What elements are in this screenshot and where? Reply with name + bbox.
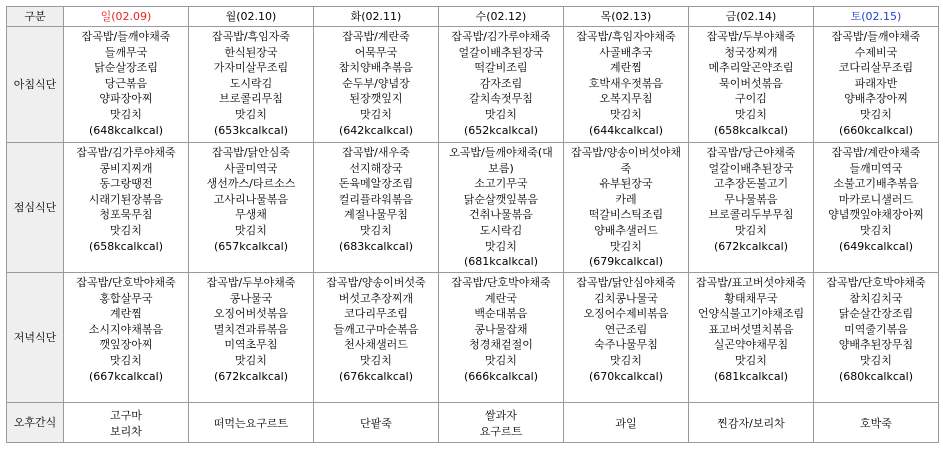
menu-item: 된장깻잎지 (349, 92, 403, 106)
menu-cell-breakfast-thu (564, 27, 689, 143)
menu-cell-snack-mon (189, 403, 314, 443)
menu-item: 맛김치 (735, 107, 767, 121)
calorie-label: (642kcalkcal) (338, 123, 413, 137)
menu-item: 소불고기배추볶음 (833, 177, 919, 191)
day-header-sat: 토(02.15) (814, 7, 939, 27)
menu-item: 오복지무침 (599, 92, 653, 106)
calorie-label: (660kcalkcal) (838, 123, 913, 137)
menu-item: 잡곡밥/닭안심죽 (211, 146, 291, 159)
menu-cell-dinner-thu (564, 273, 689, 403)
menu-item: 양배추장아찌 (844, 92, 908, 106)
menu-item: 계절나물무침 (344, 208, 408, 222)
menu-item: 고추장돈불고기 (713, 177, 789, 191)
meal-row-snack (7, 403, 939, 443)
menu-cell-dinner-sat (814, 273, 939, 403)
menu-item: 청포묵무침 (99, 208, 153, 222)
menu-item: 찐감자/보리차 (717, 416, 785, 430)
menu-item: 참치김치국 (849, 291, 903, 305)
menu-item: 맛김치 (735, 223, 767, 237)
menu-item: 천사채샐러드 (344, 338, 408, 352)
menu-item: 숙주나물무침 (594, 338, 658, 352)
menu-item: 맛김치 (610, 107, 642, 121)
menu-cell-breakfast-fri (689, 27, 814, 143)
menu-item: 멸치견과류볶음 (213, 322, 289, 336)
menu-cell-lunch-fri (689, 143, 814, 273)
header-row (7, 7, 939, 27)
calorie-label: (683kcalkcal) (338, 239, 413, 253)
menu-item: 김치콩나물국 (594, 291, 658, 305)
menu-cell-lunch-wed (439, 143, 564, 273)
menu-item: 계란찜 (110, 307, 142, 321)
menu-item: 구이김 (735, 92, 767, 106)
menu-item: 유부된장국 (599, 177, 653, 191)
meal-row-lunch (7, 143, 939, 273)
menu-item: 맛김치 (735, 353, 767, 367)
menu-item: 잡곡밥/들깨야채죽 (831, 30, 921, 43)
menu-item: 청경채겉절이 (469, 338, 533, 352)
menu-item: 건취나물볶음 (469, 208, 533, 222)
calorie-label: (667kcalkcal) (88, 369, 163, 383)
menu-item: 마카로니샐러드 (838, 192, 914, 206)
calorie-label: (676kcalkcal) (338, 369, 413, 383)
menu-item: 맛김치 (860, 353, 892, 367)
menu-item: 계란국 (485, 291, 517, 305)
menu-item: 갈치속젓무침 (469, 92, 533, 106)
menu-item: 맛김치 (110, 107, 142, 121)
menu-item: 잡곡밥/김가루야채죽 (76, 146, 176, 159)
calorie-label: (679kcalkcal) (588, 255, 663, 269)
menu-item: 닭순살깻잎볶음 (463, 192, 539, 206)
menu-item: 양배추샐러드 (594, 223, 658, 237)
menu-item: 파래자반 (854, 76, 898, 90)
menu-cell-dinner-tue (314, 273, 439, 403)
menu-cell-dinner-sun (64, 273, 189, 403)
menu-item: 양념깻잎야채장아찌 (828, 208, 924, 222)
menu-item: 소고기무국 (474, 177, 528, 191)
menu-item: 무생채 (235, 208, 267, 222)
menu-item: 청국장찌개 (724, 45, 778, 59)
calorie-label: (649kcalkcal) (838, 239, 913, 253)
day-header-mon: 월(02.10) (189, 7, 314, 27)
menu-item: 콩나물잡채 (474, 322, 528, 336)
calorie-label: (672kcalkcal) (713, 239, 788, 253)
menu-item: 떡갈비스틱조림 (588, 208, 664, 222)
calorie-label: (672kcalkcal) (213, 369, 288, 383)
weekly-menu-table (6, 6, 939, 443)
menu-item: 잡곡밥/흑임자죽 (211, 30, 291, 43)
menu-item: 양배추된장무침 (838, 338, 914, 352)
menu-item: 오징어버섯볶음 (213, 307, 289, 321)
day-header-sun: 일(02.09) (64, 7, 189, 27)
menu-item: 얼갈이배추된장국 (708, 161, 794, 175)
day-header-thu: 목(02.13) (564, 7, 689, 27)
menu-item: 코다리살무조림 (838, 61, 914, 75)
calorie-label: (644kcalkcal) (588, 123, 663, 137)
menu-item: 고구마 (110, 408, 142, 422)
calorie-label: (653kcalkcal) (213, 123, 288, 137)
menu-item: 떠먹는요구르트 (213, 416, 289, 430)
menu-cell-breakfast-mon (189, 27, 314, 143)
menu-item: 들깨고구마순볶음 (333, 322, 419, 336)
menu-item: 잡곡밥/단호박야채죽 (826, 276, 926, 289)
menu-item: 미역줄기볶음 (844, 322, 908, 336)
row-header-dinner: 저녁식단 (7, 273, 64, 403)
menu-item: 호박새우젓볶음 (588, 76, 664, 90)
menu-item: 잡곡밥/당근야채죽 (706, 146, 796, 159)
menu-item: 생선까스/타르소스 (206, 177, 296, 191)
meal-row-breakfast (7, 27, 939, 143)
menu-item: 요구르트 (479, 424, 523, 438)
menu-item: 얼갈이배추된장국 (458, 45, 544, 59)
menu-item: 맛김치 (610, 353, 642, 367)
menu-item: 묵이버섯볶음 (719, 76, 783, 90)
menu-item: 어묵무국 (354, 45, 398, 59)
menu-cell-breakfast-wed (439, 27, 564, 143)
menu-body (7, 27, 939, 443)
menu-item: 잡곡밥/양송이버섯야채죽 (571, 146, 681, 175)
menu-item: 쌀과자 (485, 408, 517, 422)
menu-cell-snack-sat (814, 403, 939, 443)
menu-item: 단팥죽 (360, 416, 392, 430)
menu-cell-snack-wed (439, 403, 564, 443)
menu-cell-lunch-mon (189, 143, 314, 273)
menu-item: 잡곡밥/단호박야채죽 (76, 276, 176, 289)
menu-item: 코다리무조림 (344, 307, 408, 321)
menu-cell-lunch-sun (64, 143, 189, 273)
calorie-label: (658kcalkcal) (88, 239, 163, 253)
menu-cell-snack-sun (64, 403, 189, 443)
menu-item: 당근볶음 (104, 76, 148, 90)
menu-item: 백순대볶음 (474, 307, 528, 321)
menu-item: 브로콜리무침 (219, 92, 283, 106)
menu-item: 돈육메알장조림 (338, 177, 414, 191)
menu-item: 오곡밥/들깨야채죽(대보름) (449, 146, 553, 175)
menu-item: 사골배추국 (599, 45, 653, 59)
menu-cell-breakfast-sun (64, 27, 189, 143)
menu-cell-breakfast-tue (314, 27, 439, 143)
menu-item: 소시지야채볶음 (88, 322, 164, 336)
menu-item: 도시락김 (229, 76, 273, 90)
menu-item: 맛김치 (235, 353, 267, 367)
calorie-label: (680kcalkcal) (838, 369, 913, 383)
menu-item: 감자조림 (479, 76, 523, 90)
meal-row-dinner (7, 273, 939, 403)
menu-item: 맛김치 (485, 107, 517, 121)
menu-item: 수제비국 (854, 45, 898, 59)
menu-item: 잡곡밥/단호박야채죽 (451, 276, 551, 289)
menu-item: 잡곡밥/김가루야채죽 (451, 30, 551, 43)
calorie-label: (670kcalkcal) (588, 369, 663, 383)
menu-cell-dinner-wed (439, 273, 564, 403)
menu-item: 깻잎장아찌 (99, 338, 153, 352)
menu-item: 고사리나물볶음 (213, 192, 289, 206)
menu-cell-breakfast-sat (814, 27, 939, 143)
menu-item: 닭순살간장조림 (838, 307, 914, 321)
calorie-label: (681kcalkcal) (713, 369, 788, 383)
menu-cell-lunch-thu (564, 143, 689, 273)
menu-item: 사골미역국 (224, 161, 278, 175)
menu-cell-lunch-sat (814, 143, 939, 273)
menu-item: 표고버섯멸치볶음 (708, 322, 794, 336)
menu-item: 컬리플라워볶음 (338, 192, 414, 206)
day-header-fri: 금(02.14) (689, 7, 814, 27)
menu-item: 가자미살무조림 (213, 61, 289, 75)
menu-item: 무나물볶음 (724, 192, 778, 206)
menu-item: 닭순살장조림 (94, 61, 158, 75)
calorie-label: (648kcalkcal) (88, 123, 163, 137)
calorie-label: (666kcalkcal) (463, 369, 538, 383)
menu-item: 잡곡밥/들깨야채죽 (81, 30, 171, 43)
menu-item: 양파장아찌 (99, 92, 153, 106)
menu-item: 도시락김 (479, 223, 523, 237)
menu-item: 잡곡밥/양송이버섯죽 (326, 276, 426, 289)
menu-item: 들깨무국 (104, 45, 148, 59)
menu-item: 보리차 (110, 424, 142, 438)
menu-item: 떡갈비조림 (474, 61, 528, 75)
menu-item: 선지해장국 (349, 161, 403, 175)
menu-item: 동그랑땡전 (99, 177, 153, 191)
menu-item: 잡곡밥/계란야채죽 (831, 146, 921, 159)
menu-item: 브로콜리두부무침 (708, 208, 794, 222)
menu-item: 버섯고추장찌개 (338, 291, 414, 305)
menu-item: 들깨미역국 (849, 161, 903, 175)
menu-item: 호박죽 (860, 416, 892, 430)
menu-item: 과일 (615, 416, 637, 430)
menu-item: 잡곡밥/흑임자야채죽 (576, 30, 676, 43)
menu-item: 시래기된장볶음 (88, 192, 164, 206)
menu-item: 홍합살무국 (99, 291, 153, 305)
menu-item: 언양식불고기야채조림 (697, 307, 805, 321)
menu-item: 잡곡밥/계란죽 (342, 30, 410, 43)
menu-item: 잡곡밥/표고버섯야채죽 (696, 276, 806, 289)
day-header-wed: 수(02.12) (439, 7, 564, 27)
row-header-lunch: 점심식단 (7, 143, 64, 273)
menu-item: 맛김치 (860, 107, 892, 121)
menu-cell-dinner-fri (689, 273, 814, 403)
menu-cell-lunch-tue (314, 143, 439, 273)
menu-item: 참치양배추볶음 (338, 61, 414, 75)
menu-item: 황태채무국 (724, 291, 778, 305)
row-header-breakfast: 아침식단 (7, 27, 64, 143)
menu-item: 연근조림 (604, 322, 648, 336)
day-header-tue: 화(02.11) (314, 7, 439, 27)
menu-item: 카레 (615, 192, 637, 206)
calorie-label: (657kcalkcal) (213, 239, 288, 253)
calorie-label: (681kcalkcal) (463, 255, 538, 269)
row-header-snack: 오후간식 (7, 403, 64, 443)
menu-cell-dinner-mon (189, 273, 314, 403)
menu-item: 맛김치 (485, 353, 517, 367)
menu-item: 맛김치 (235, 107, 267, 121)
calorie-label: (652kcalkcal) (463, 123, 538, 137)
menu-item: 맛김치 (485, 239, 517, 253)
menu-item: 오징어수제비볶음 (583, 307, 669, 321)
menu-item: 잡곡밥/닭안심야채죽 (576, 276, 676, 289)
menu-item: 잡곡밥/두부야채죽 (206, 276, 296, 289)
menu-item: 한식된장국 (224, 45, 278, 59)
menu-item: 잡곡밥/두부야채죽 (706, 30, 796, 43)
menu-item: 맛김치 (610, 239, 642, 253)
menu-item: 맛김치 (110, 353, 142, 367)
calorie-label: (658kcalkcal) (713, 123, 788, 137)
corner-header: 구분 (7, 7, 64, 27)
menu-item: 콩나물국 (229, 291, 273, 305)
menu-item: 맛김치 (360, 223, 392, 237)
menu-cell-snack-thu (564, 403, 689, 443)
menu-item: 실곤약야채무침 (713, 338, 789, 352)
menu-cell-snack-tue (314, 403, 439, 443)
menu-item: 메추리알곤약조림 (708, 61, 794, 75)
menu-item: 미역초무침 (224, 338, 278, 352)
menu-item: 맛김치 (235, 223, 267, 237)
menu-cell-snack-fri (689, 403, 814, 443)
menu-item: 순두부/양념장 (342, 76, 410, 90)
menu-item: 계란찜 (610, 61, 642, 75)
menu-item: 맛김치 (360, 353, 392, 367)
menu-item: 콩비지찌개 (99, 161, 153, 175)
menu-item: 맛김치 (360, 107, 392, 121)
menu-item: 맛김치 (860, 223, 892, 237)
menu-item: 잡곡밥/새우죽 (342, 146, 410, 159)
menu-item: 맛김치 (110, 223, 142, 237)
